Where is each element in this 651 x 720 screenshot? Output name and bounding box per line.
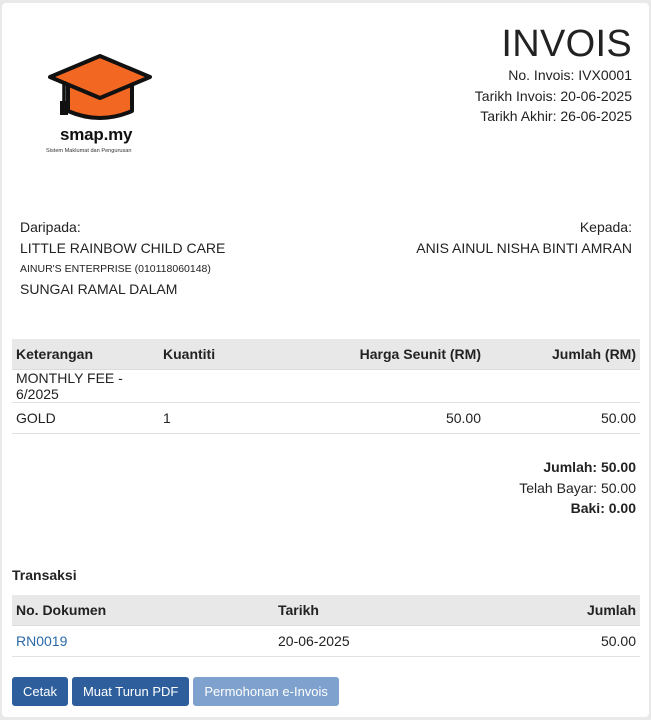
col-document-no: No. Dokumen	[12, 595, 274, 625]
transaction-date: 20-06-2025	[274, 625, 474, 656]
item-amount: 50.00	[485, 402, 640, 433]
transactions-header-row	[12, 595, 640, 625]
invoice-page	[2, 3, 649, 717]
logo	[46, 53, 154, 154]
invoice-header	[475, 23, 632, 127]
transactions-title: Transaksi	[12, 567, 77, 583]
from-label: Daripada:	[20, 219, 81, 235]
document-link[interactable]: RN0019	[16, 632, 68, 649]
item-quantity	[159, 369, 309, 402]
action-buttons	[12, 677, 339, 706]
invoice-due-date: Tarikh Akhir: 26-06-2025	[480, 108, 632, 124]
col-total: Jumlah	[474, 595, 640, 625]
from-company: AINUR'S ENTERPRISE (010118060148)	[20, 263, 211, 275]
from-block	[20, 217, 225, 300]
item-amount	[485, 369, 640, 402]
to-name: ANIS AINUL NISHA BINTI AMRAN	[416, 240, 632, 256]
balance-amount: Baki: 0.00	[570, 500, 636, 516]
transactions-table	[12, 595, 640, 657]
col-description: Keterangan	[12, 339, 159, 369]
from-address: SUNGAI RAMAL DALAM	[20, 281, 178, 297]
items-header-row	[12, 339, 640, 369]
table-row	[12, 402, 640, 433]
from-name: LITTLE RAINBOW CHILD CARE	[20, 240, 226, 256]
table-row	[12, 369, 640, 402]
items-table	[12, 339, 640, 434]
col-amount: Jumlah (RM)	[485, 339, 640, 369]
download-pdf-button[interactable]: Muat Turun PDF	[72, 677, 189, 706]
print-button[interactable]: Cetak	[12, 677, 68, 706]
paid-amount: Telah Bayar: 50.00	[519, 479, 636, 496]
transaction-amount: 50.00	[474, 625, 640, 656]
to-block	[416, 217, 632, 259]
item-unit-price	[309, 369, 485, 402]
document-cell	[12, 625, 274, 656]
graduation-cap-icon	[46, 53, 154, 123]
item-description: GOLD	[12, 402, 159, 433]
total-amount: Jumlah: 50.00	[543, 459, 636, 475]
logo-tagline: Sistem Maklumat dan Pengurusan	[46, 148, 132, 154]
einvoice-request-button[interactable]: Permohonan e-Invois	[193, 677, 339, 706]
col-quantity: Kuantiti	[159, 339, 309, 369]
logo-name: smap.my	[60, 125, 133, 144]
item-quantity: 1	[159, 402, 309, 433]
col-date: Tarikh	[274, 595, 474, 625]
invoice-number: No. Invois: IVX0001	[508, 67, 632, 83]
invoice-title: INVOIS	[501, 23, 632, 65]
invoice-date: Tarikh Invois: 20-06-2025	[474, 87, 632, 104]
col-unit-price: Harga Seunit (RM)	[309, 339, 485, 369]
table-row	[12, 625, 640, 656]
item-unit-price: 50.00	[309, 402, 485, 433]
to-label: Kepada:	[579, 219, 632, 235]
item-description: MONTHLY FEE - 6/2025	[12, 369, 159, 402]
totals-block	[519, 457, 636, 519]
